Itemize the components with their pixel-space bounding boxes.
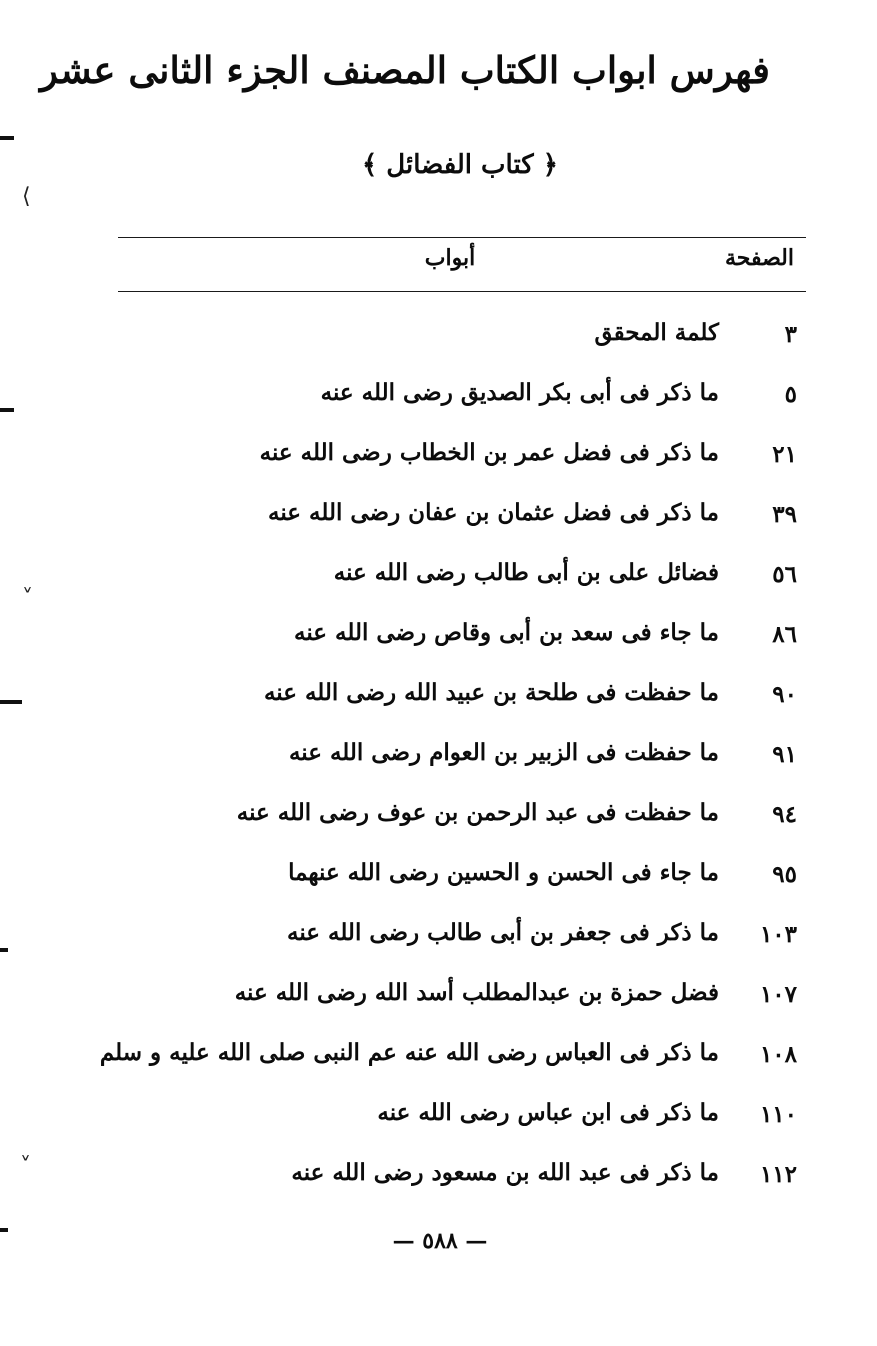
entry-title: ما حفظت فى طلحة بن عبيد الله رضى الله عنه bbox=[263, 679, 719, 706]
margin-mark bbox=[0, 948, 8, 952]
entry-page-number: ٩١ bbox=[772, 741, 797, 768]
contents-entry bbox=[0, 371, 877, 431]
entry-title: ما ذكر فى عبد الله بن مسعود رضى الله عنه bbox=[291, 1159, 719, 1186]
contents-entry bbox=[0, 671, 877, 731]
entry-title: ما ذكر فى فضل عثمان بن عفان رضى الله عنه bbox=[268, 499, 719, 526]
margin-glyph: ˅ bbox=[22, 586, 33, 611]
entry-page-number: ٣ bbox=[784, 321, 797, 348]
entry-title: ما جاء فى سعد بن أبى وقاص رضى الله عنه bbox=[294, 619, 719, 646]
entry-title: ما ذكر فى ابن عباس رضى الله عنه bbox=[377, 1099, 719, 1126]
entry-page-number: ١٠٧ bbox=[759, 981, 797, 1008]
entry-page-number: ٥ bbox=[784, 381, 797, 408]
contents-entry bbox=[0, 611, 877, 671]
contents-entry bbox=[0, 1031, 877, 1091]
entry-title: ما ذكر فى أبى بكر الصديق رضى الله عنه bbox=[320, 379, 719, 406]
entry-title: ما ذكر فى جعفر بن أبى طالب رضى الله عنه bbox=[286, 919, 719, 946]
entry-page-number: ٢١ bbox=[772, 441, 797, 468]
entry-page-number: ١٠٣ bbox=[759, 921, 797, 948]
entry-title: ما ذكر فى فضل عمر بن الخطاب رضى الله عنه bbox=[259, 439, 719, 466]
contents-entry bbox=[0, 1091, 877, 1151]
contents-list bbox=[0, 311, 877, 1211]
contents-entry bbox=[0, 911, 877, 971]
contents-entry bbox=[0, 851, 877, 911]
margin-mark bbox=[0, 700, 22, 704]
page-number-footer: — ٥٨٨ — bbox=[392, 1228, 488, 1254]
contents-entry bbox=[0, 731, 877, 791]
table-top-rule bbox=[118, 237, 806, 238]
table-bottom-rule bbox=[118, 291, 806, 292]
entry-title: ما حفظت فى عبد الرحمن بن عوف رضى الله عنه bbox=[236, 799, 719, 826]
contents-entry bbox=[0, 431, 877, 491]
entry-page-number: ٩٤ bbox=[772, 801, 797, 828]
margin-mark bbox=[0, 408, 14, 412]
entry-page-number: ١١٠ bbox=[759, 1101, 797, 1128]
contents-entry bbox=[0, 1151, 877, 1211]
entry-page-number: ١٠٨ bbox=[759, 1041, 797, 1068]
entry-page-number: ٩٥ bbox=[772, 861, 797, 888]
entry-page-number: ٥٦ bbox=[772, 561, 797, 588]
entry-title: ما جاء فى الحسن و الحسين رضى الله عنهما bbox=[288, 859, 719, 886]
entry-title: فضائل على بن أبى طالب رضى الله عنه bbox=[333, 559, 719, 586]
entry-page-number: ٩٠ bbox=[772, 681, 797, 708]
contents-entry bbox=[0, 551, 877, 611]
entry-page-number: ٣٩ bbox=[772, 501, 797, 528]
entry-title: ما ذكر فى العباس رضى الله عنه عم النبى صلى الله عليه و سلم bbox=[99, 1039, 719, 1066]
entry-title: فضل حمزة بن عبدالمطلب أسد الله رضى الله عنه bbox=[234, 979, 719, 1006]
margin-mark bbox=[0, 136, 14, 140]
contents-entry bbox=[0, 311, 877, 371]
entry-page-number: ٨٦ bbox=[772, 621, 797, 648]
entry-page-number: ١١٢ bbox=[759, 1161, 797, 1188]
contents-entry bbox=[0, 491, 877, 551]
margin-glyph: ⟨ bbox=[22, 184, 31, 209]
section-title: ﴿ كتاب الفضائل ﴾ bbox=[362, 150, 558, 180]
chapters-column-header: أبواب bbox=[424, 245, 476, 271]
entry-title: كلمة المحقق bbox=[594, 319, 719, 346]
entry-title: ما حفظت فى الزبير بن العوام رضى الله عنه bbox=[288, 739, 719, 766]
contents-entry bbox=[0, 791, 877, 851]
page-title: فهرس ابواب الكتاب المصنف الجزء الثانى عشر bbox=[39, 48, 770, 92]
margin-mark bbox=[0, 1228, 8, 1232]
contents-entry bbox=[0, 971, 877, 1031]
page-column-header: الصفحة bbox=[724, 245, 794, 271]
margin-glyph: ˅ bbox=[20, 1154, 31, 1179]
